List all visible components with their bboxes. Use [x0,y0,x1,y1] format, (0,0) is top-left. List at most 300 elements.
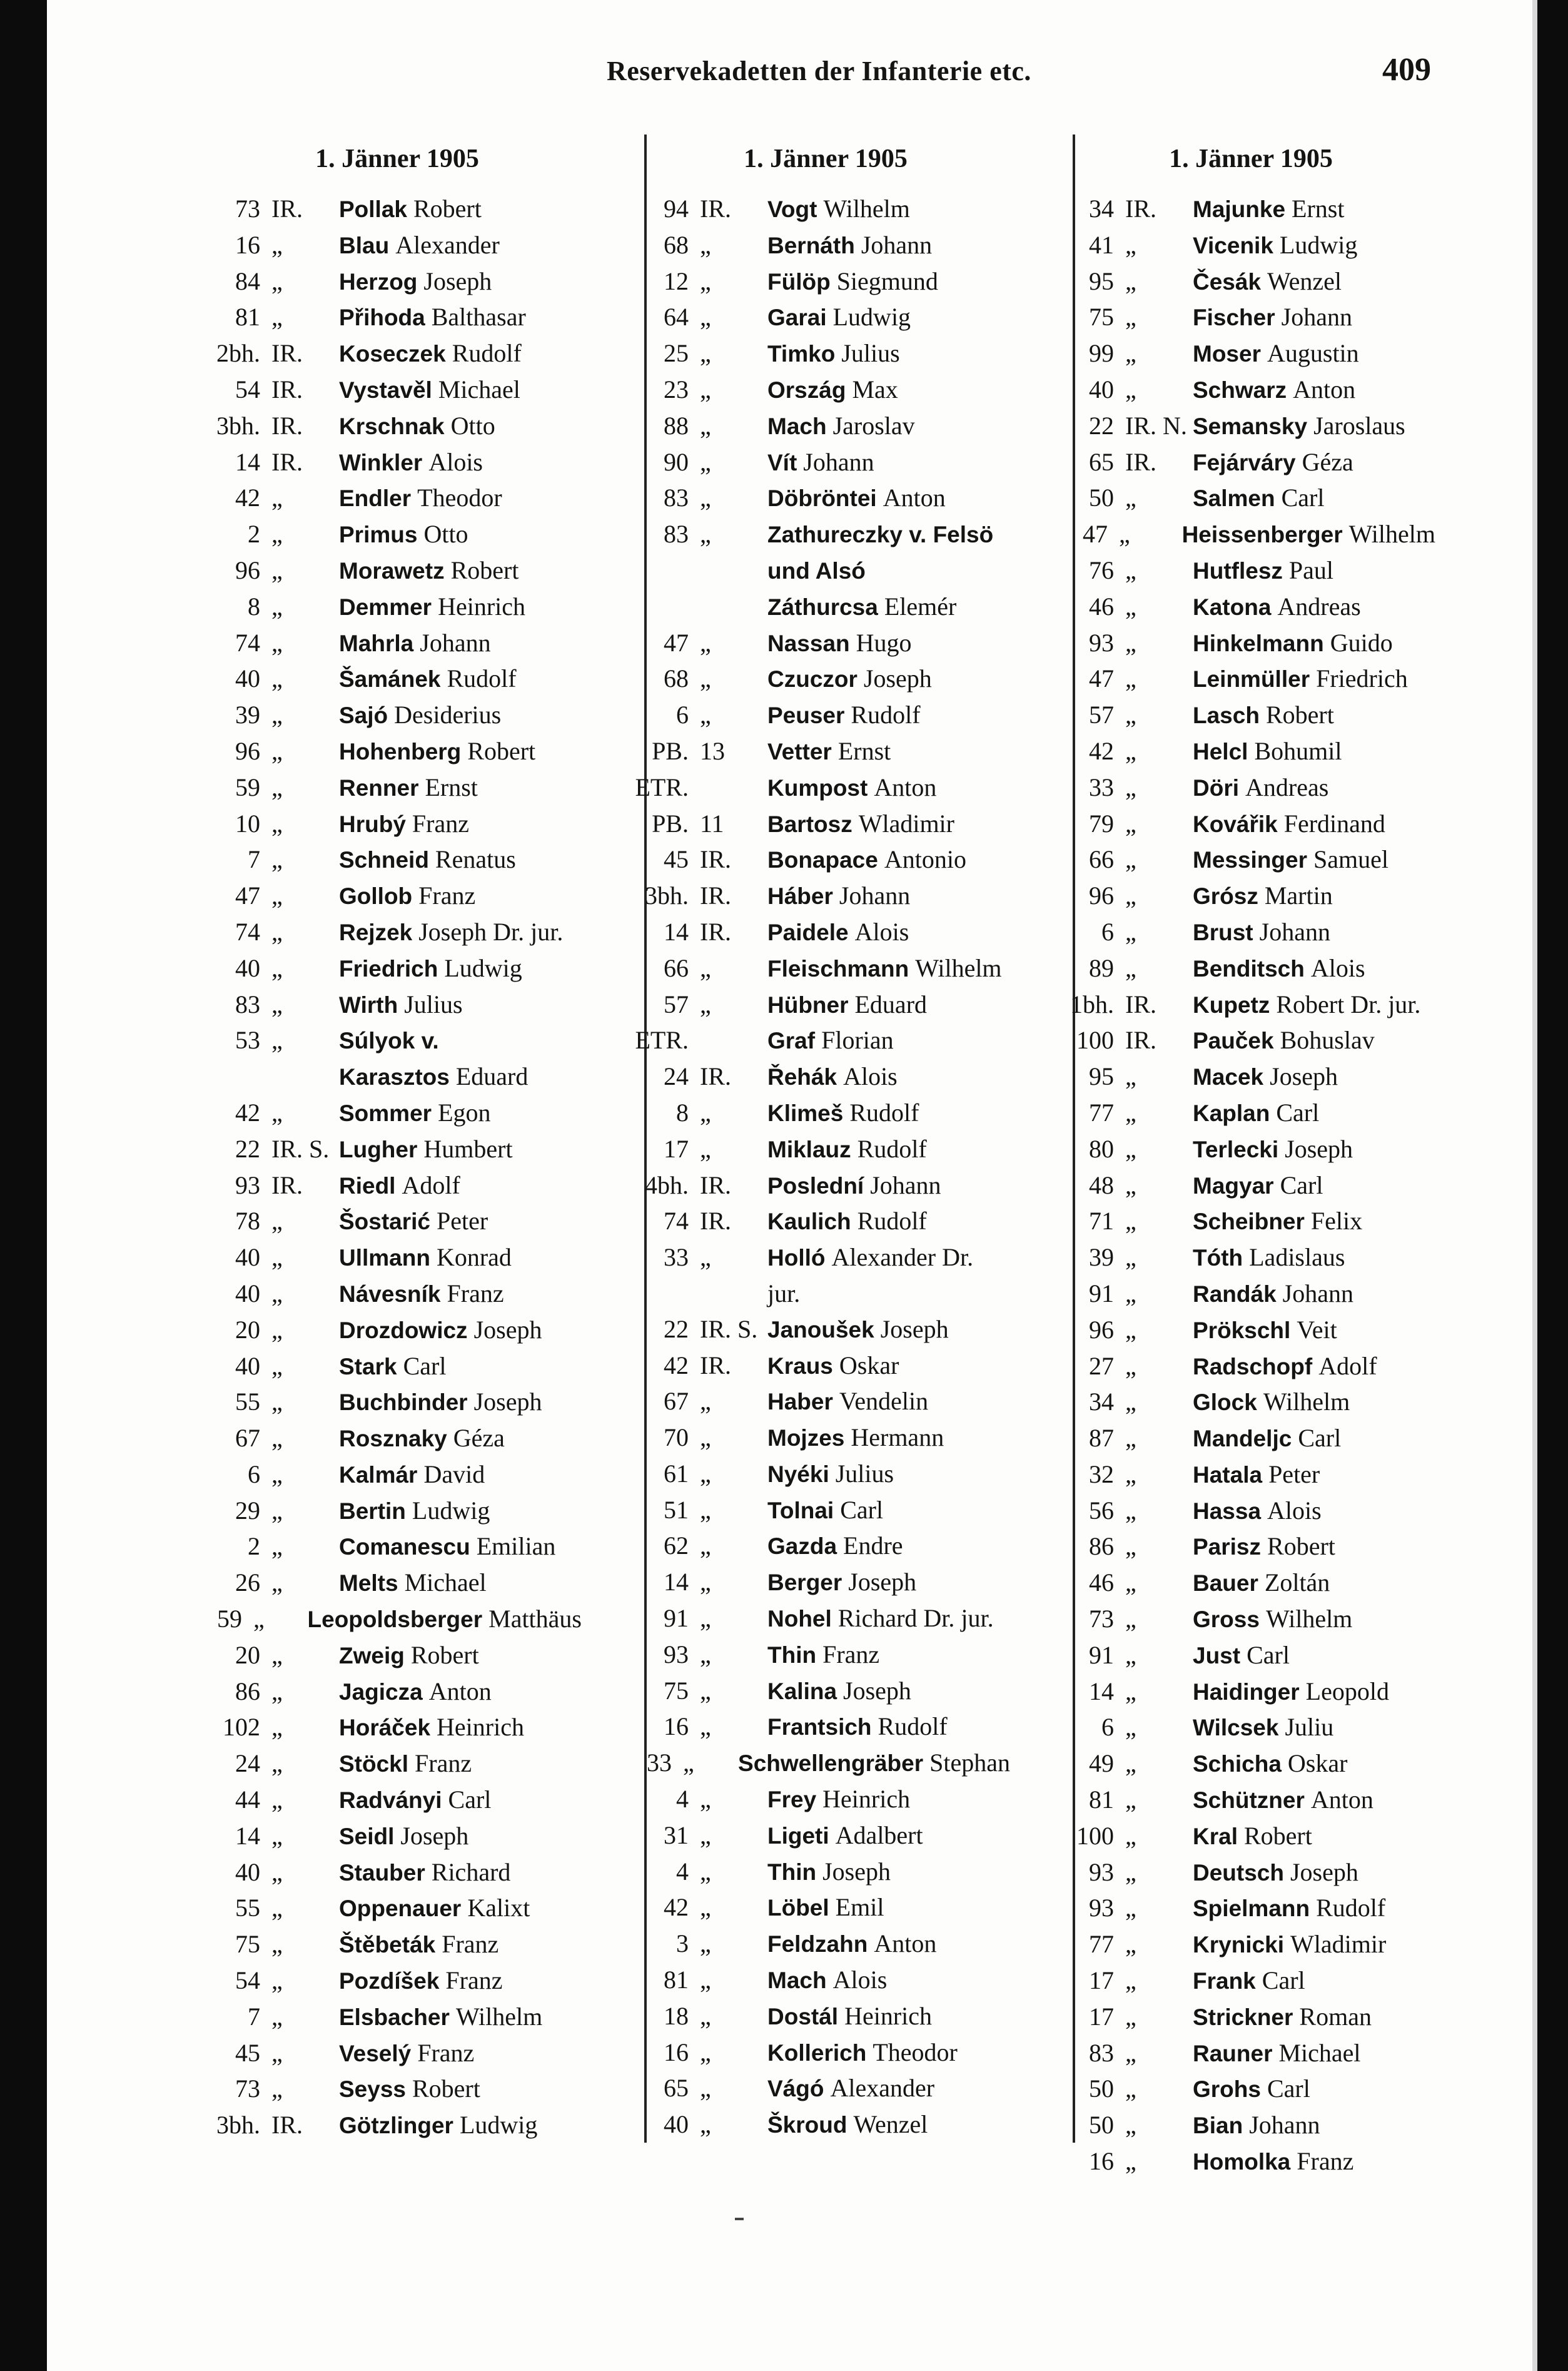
list-item [1023,517,1435,553]
entry-regiment: „ [700,990,711,1018]
entry-number: 46 [1089,592,1114,621]
list-item [1023,2071,1435,2108]
entry-number: 22 [664,1314,689,1343]
entry-surname: Poslední [767,1172,864,1199]
list-item [1023,1746,1435,1782]
entry-given-name: Samuel [1313,845,1388,874]
entry-number: 89 [1089,953,1114,982]
entry-name [767,1456,1010,1493]
entry-surname: Glock [1193,1389,1257,1416]
entry-number: 93 [1089,1894,1114,1922]
entry-regiment: „ [1125,1821,1136,1850]
entry-name [767,1782,1010,1818]
entry-given-name: Anton [874,1929,937,1958]
list-item [597,228,1010,264]
entry-number: 2 [248,1532,260,1561]
entry-name [767,1565,1010,1601]
list-item [169,1529,582,1565]
entry-name [1193,1132,1435,1168]
entry-surname: Vágó [767,2076,824,2102]
entry-given-name: Rudolf [452,339,522,368]
entry-given-name: Alexander [830,2074,935,2103]
entry-given-name: Joseph [400,1821,469,1850]
list-item [1023,1312,1435,1349]
entry-surname: Vetter [767,738,832,764]
entry-name [339,300,582,336]
entry-number: 18 [664,2001,689,2030]
entry-surname: Döri [1193,774,1239,801]
list-item [169,1638,582,1674]
list-item [169,1710,582,1746]
column-heading: 1. Jänner 1905 [744,145,908,173]
entry-name [1193,1240,1435,1276]
entry-number: 102 [223,1713,260,1742]
entry-surname: Tóth [1193,1245,1243,1271]
entry-number: 33 [647,1749,672,1777]
entry-regiment: „ [1125,1460,1136,1488]
entry-surname: Nassan [767,630,850,656]
entry-regiment: „ [271,1749,283,1778]
entry-surname: Götzlinger [339,2113,453,2139]
entry-number: 42 [664,1893,689,1922]
entry-given-name: Anton [1293,375,1356,404]
entry-name [1193,1565,1435,1602]
entry-given-name: Emilian [476,1532,556,1561]
entry-regiment: IR. S. [700,1314,758,1343]
entry-name [1193,480,1435,517]
entry-given-name: Johann [803,447,874,476]
entry-surname: Renner [339,774,419,801]
entry-regiment: „ [700,447,711,476]
entry-regiment: IR. [1125,990,1156,1018]
entry-given-name: Géza [453,1424,505,1453]
entry-surname: Pollak [339,196,407,222]
entry-regiment: „ [271,1207,283,1236]
entry-surname: Rauner [1193,2040,1273,2066]
entry-regiment: „ [271,990,283,1018]
entry-surname: Nyéki [767,1461,829,1487]
entry-surname: Czuczor [767,666,857,693]
list-item [1023,951,1435,987]
page-edge [1532,0,1537,2371]
entry-number: 16 [664,2038,689,2066]
entry-name [1182,517,1435,553]
entry-surname: Brust [1193,919,1253,945]
entry-number: 45 [235,2038,260,2067]
entry-number: 100 [1076,1026,1114,1055]
entry-regiment: „ [1125,953,1136,982]
list-item [1023,1023,1435,1059]
entry-name [339,409,582,445]
list-item [169,2036,582,2072]
entry-given-name: Carl [1247,1640,1290,1669]
entry-number: 73 [235,195,260,223]
entry-surname: Timko [767,341,836,367]
entry-number: 81 [1089,1785,1114,1814]
list-item [1023,1204,1435,1240]
entry-surname: Stauber [339,1859,425,1886]
list-item [597,1565,1010,1601]
entry-surname: Lasch [1193,703,1260,729]
entry-name [1193,1421,1435,1457]
entry-name [1193,191,1435,228]
entry-number: 56 [1089,1496,1114,1525]
entry-number: 3bh. [216,2111,260,2140]
entry-name [1193,734,1435,770]
entry-list [597,191,1010,2143]
list-item [597,915,1010,951]
entry-name [767,734,1010,770]
entry-given-name: Rudolf [851,701,921,729]
list-item [597,1168,1010,1204]
entry-number: 6 [248,1460,260,1488]
entry-name [339,1963,582,1999]
entry-given-name: Theodor [873,2038,958,2066]
list-item [169,480,582,517]
list-item [169,1493,582,1530]
entry-surname: Kral [1193,1823,1238,1849]
entry-regiment: „ [1125,736,1136,765]
list-item [1023,191,1435,228]
entry-name [767,1637,1010,1673]
list-item [1023,915,1435,951]
entry-regiment: IR. N. [1125,411,1187,440]
entry-name [738,1745,1010,1782]
list-item [597,1999,1010,2035]
entry-name [767,2071,1010,2107]
entry-name [339,445,582,481]
entry-surname: Elsbacher [339,2004,450,2030]
list-item [1023,1457,1435,1493]
entry-given-name: Robert [410,1640,479,1669]
entry-name [1193,2108,1435,2144]
entry-surname: Holló [767,1245,826,1271]
entry-regiment: „ [1125,1966,1136,1995]
entry-name [339,336,582,372]
entry-name [1193,372,1435,409]
entry-name [339,698,582,734]
entry-given-name: Andreas [1277,592,1361,621]
entry-given-name: Franz [445,1966,503,1995]
entry-given-name: Franz [417,2038,475,2067]
entry-surname: Katona [1193,594,1272,620]
entry-surname: Drozdowicz [339,1317,468,1343]
entry-name [1193,1384,1435,1421]
entry-regiment: „ [1125,1930,1136,1959]
entry-given-name: Carl [1276,1098,1320,1127]
entry-given-name: Adolf [1318,1351,1377,1380]
list-item [597,2071,1010,2107]
entry-given-name: Heinrich [438,592,526,621]
entry-name [767,2035,1010,2071]
entry-given-name: Juliu [1285,1713,1334,1742]
entry-name [339,480,582,517]
entry-regiment: IR. [700,1207,731,1236]
entry-surname: Helcl [1193,738,1248,764]
entry-regiment: 11 [700,809,724,838]
entry-given-name: Eduard [854,990,928,1018]
entry-given-name: Michael [404,1568,487,1597]
entry-number: 96 [1089,881,1114,910]
entry-surname: Frantsich [767,1714,872,1740]
list-item [597,806,1010,843]
entry-regiment: „ [1125,2111,1136,2140]
list-item [597,1673,1010,1710]
entry-number: 70 [664,1423,689,1452]
entry-regiment: „ [700,701,711,729]
entry-number: 47 [1082,520,1108,549]
entry-number: 68 [664,230,689,259]
entry-name [767,517,1010,625]
entry-surname: Thin [767,1859,817,1885]
entry-surname: Seidl [339,1823,395,1849]
entry-name [1193,1855,1435,1891]
entry-regiment: „ [271,1098,283,1127]
entry-number: 74 [664,1207,689,1236]
entry-given-name: Matthäus [488,1605,582,1633]
entry-regiment: „ [1125,809,1136,838]
entry-number: 93 [1089,1857,1114,1886]
entry-number: 25 [664,339,689,368]
list-item [597,1962,1010,1999]
entry-regiment: IR. [700,195,731,223]
entry-number: 29 [235,1496,260,1525]
entry-surname: Krschnak [339,413,445,439]
entry-name [339,1674,582,1710]
entry-surname: Ország [767,377,846,403]
entry-regiment: „ [271,809,283,838]
entry-surname: Mojzes [767,1425,845,1451]
entry-given-name: Heinrich [822,1785,911,1814]
entry-number: 95 [1089,1062,1114,1091]
entry-number: 26 [235,1568,260,1597]
entry-number: 40 [235,664,260,693]
entry-surname: Hatala [1193,1461,1263,1488]
entry-number: 50 [1089,2074,1114,2103]
entry-given-name: Ludwig [459,2111,538,2140]
entry-number: 6 [676,701,689,729]
entry-regiment: „ [1125,845,1136,874]
entry-given-name: Anton [883,484,946,512]
entry-surname: Buchbinder [339,1389,468,1416]
entry-given-name: Johann [861,230,933,259]
entry-surname: Winkler [339,449,423,475]
entry-name [767,1312,1010,1348]
entry-number: 81 [664,1966,689,1994]
entry-regiment: „ [271,1930,283,1959]
list-item [169,734,582,770]
entry-name [339,1023,582,1095]
entry-given-name: Ferdinand [1283,809,1385,838]
entry-surname: Krynicki [1193,1932,1285,1958]
entry-name [1193,842,1435,878]
entry-regiment: IR. [271,1170,303,1199]
entry-number: 14 [664,1568,689,1597]
entry-surname: Comanescu [339,1534,470,1560]
entry-number: 57 [664,990,689,1018]
entry-given-name: Konrad [436,1243,512,1272]
entry-number: 68 [664,664,689,693]
entry-regiment: „ [700,1459,711,1488]
entry-regiment: „ [271,628,283,657]
entry-name [1193,878,1435,915]
entry-number: 16 [1089,2147,1114,2176]
entry-surname: Berger [767,1570,842,1596]
entry-given-name: Richard Dr. jur. [837,1604,994,1633]
list-item [1023,1132,1435,1168]
entry-given-name: Guido [1330,628,1393,657]
entry-regiment: „ [1125,628,1136,657]
entry-regiment: „ [271,1640,283,1669]
entry-surname: Spielmann [1193,1896,1310,1922]
entry-regiment: „ [1125,1388,1136,1416]
list-item [169,1168,582,1204]
entry-surname: Riedl [339,1172,396,1199]
entry-number: 96 [1089,1315,1114,1344]
entry-name [339,1349,582,1385]
entry-given-name: Martin [1264,881,1333,910]
entry-regiment: IR. S. [271,1134,330,1163]
entry-number: 16 [664,1712,689,1741]
entry-given-name: Ladislaus [1249,1243,1345,1272]
entry-surname: Friedrich [339,955,438,982]
entry-given-name: Wilhelm [915,953,1002,982]
entry-number: 90 [664,447,689,476]
entry-given-name: Rudolf [857,1134,927,1163]
entry-name [339,626,582,662]
entry-regiment: IR. [271,411,303,440]
entry-surname: Haidinger [1193,1678,1300,1705]
list-item [1023,589,1435,626]
entry-name [767,626,1010,662]
entry-name [339,915,582,951]
entry-name [767,1095,1010,1132]
entry-regiment: „ [700,375,711,404]
page-number: 409 [1382,52,1431,88]
entry-regiment: „ [1125,1605,1136,1633]
entry-number: 34 [1089,195,1114,223]
entry-name [767,445,1010,481]
entry-number: 64 [664,303,689,332]
entry-given-name: Hermann [851,1423,944,1452]
entry-name [339,2036,582,2072]
list-item [1023,553,1435,589]
entry-name [1193,300,1435,336]
list-item [597,1493,1010,1529]
entry-given-name: Michael [1278,2038,1361,2067]
entry-regiment: „ [700,1387,711,1416]
entry-regiment: „ [271,303,283,332]
list-item [597,445,1010,481]
entry-number: 50 [1089,2111,1114,2140]
entry-regiment: „ [1125,1098,1136,1127]
entry-surname: Terlecki [1193,1136,1279,1162]
entry-number: 55 [235,1388,260,1416]
list-item [169,264,582,300]
entry-number: 6 [1101,917,1114,946]
entry-surname: Thin [767,1642,817,1668]
entry-name [339,1746,582,1782]
entry-number: 71 [1089,1207,1114,1236]
entry-given-name: Robert [467,736,536,765]
entry-name [1193,264,1435,300]
list-item [169,1312,582,1349]
list-item [1023,1421,1435,1457]
list-item [169,409,582,445]
entry-number: 40 [1089,375,1114,404]
entry-given-name: Johann [1249,2111,1320,2140]
entry-given-name: Egon [438,1098,491,1127]
entry-given-name: Joseph [848,1568,917,1597]
entry-name [1193,1095,1435,1132]
entry-regiment: „ [271,881,283,910]
list-item [1023,1349,1435,1385]
entry-number: 24 [664,1062,689,1091]
entry-given-name: Johann [1282,1279,1353,1307]
entry-surname: Grohs [1193,2076,1261,2103]
entry-number: 41 [1089,230,1114,259]
list-item [169,1384,582,1421]
entry-surname: Kollerich [767,2039,867,2066]
entry-number: 100 [1076,1821,1114,1850]
entry-surname: Endler [339,485,412,512]
entry-name [767,915,1010,951]
entry-given-name: Julius [404,990,463,1018]
entry-surname: Gazda [767,1533,837,1560]
list-item [1023,1095,1435,1132]
entry-surname: Sommer [339,1100,432,1126]
entry-regiment: „ [271,917,283,946]
entry-regiment: „ [1125,2038,1136,2067]
entry-regiment: „ [683,1749,694,1777]
entry-surname: Bonapace [767,847,878,873]
entry-regiment: „ [1125,1315,1136,1344]
entry-given-name: Jaroslaus [1313,411,1405,440]
entry-number: 83 [664,520,689,549]
entry-name [339,1710,582,1746]
list-item [169,228,582,264]
entry-surname: Horáček [339,1715,431,1741]
entry-given-name: Rudolf [878,1712,948,1741]
entry-name [339,1927,582,1963]
entry-regiment: „ [700,267,711,295]
entry-surname: Hübner [767,992,849,1018]
list-item [1023,336,1435,372]
entry-regiment: „ [1125,1857,1136,1886]
list-item [597,1528,1010,1565]
entry-number: 59 [235,773,260,801]
entry-name [339,1819,582,1855]
entry-surname: Graf [767,1028,816,1054]
list-item [169,661,582,698]
entry-regiment: „ [271,592,283,621]
entry-regiment: „ [700,303,711,332]
entry-regiment: „ [271,664,283,693]
entry-name [1193,1963,1435,1999]
entry-number: 14 [235,447,260,476]
entry-number: 40 [235,1857,260,1886]
list-item [169,445,582,481]
entry-surname: Ullmann [339,1245,430,1271]
entry-given-name: Ludwig [444,953,522,982]
entry-given-name: Franz [447,1279,504,1307]
entry-given-name: Joseph [1285,1134,1353,1163]
entry-number: 81 [235,303,260,332]
entry-name [767,2107,1010,2143]
list-item [597,2107,1010,2143]
entry-number: 86 [1089,1532,1114,1561]
entry-given-name: Veit [1297,1315,1337,1344]
